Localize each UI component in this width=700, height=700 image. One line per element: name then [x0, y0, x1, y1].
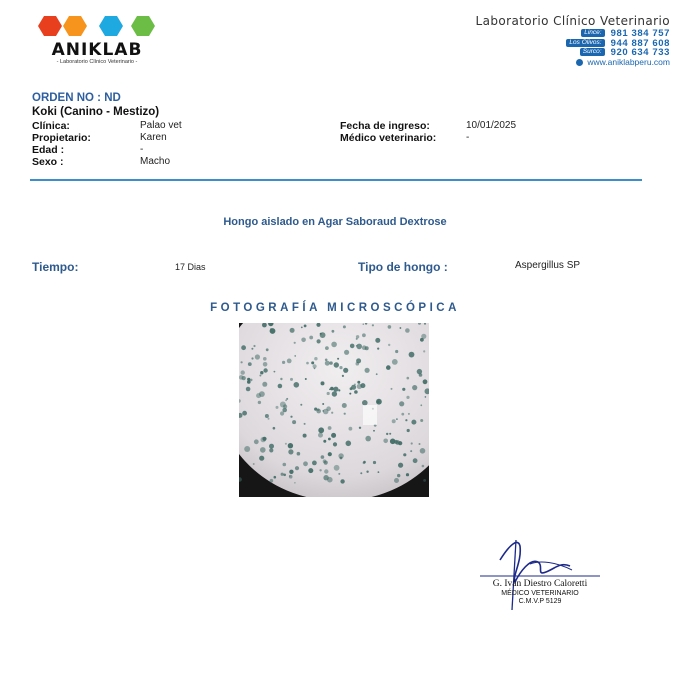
- fecha-value: 10/01/2025: [466, 120, 517, 131]
- medico-value: -: [466, 132, 470, 143]
- spore-dot: [327, 392, 330, 395]
- medico-label: Médico veterinario:: [340, 132, 437, 144]
- spore-dot: [320, 333, 322, 335]
- spore-dot: [406, 396, 409, 399]
- sexo-label: Sexo :: [32, 156, 64, 168]
- spore-dot: [314, 357, 317, 360]
- spore-dot: [350, 344, 355, 349]
- spore-dot: [325, 361, 330, 366]
- website-link[interactable]: www.aniklabperu.com: [587, 57, 670, 67]
- spore-dot: [390, 439, 396, 445]
- spore-dot: [340, 457, 343, 460]
- spore-dot: [372, 324, 374, 326]
- spore-dot: [241, 345, 246, 350]
- spore-dot: [263, 357, 267, 361]
- spore-dot: [344, 350, 349, 355]
- spore-dot: [365, 368, 370, 373]
- spore-dot: [409, 352, 415, 358]
- spore-dot: [241, 370, 245, 374]
- spore-dot: [300, 404, 302, 406]
- spore-dot: [328, 426, 332, 430]
- spore-dot: [349, 393, 351, 395]
- phone-number: 944 887 608: [610, 37, 670, 49]
- spore-dot: [289, 475, 293, 479]
- spore-dot: [278, 384, 283, 389]
- spore-dot: [343, 325, 346, 328]
- spore-dot: [251, 348, 253, 350]
- phone-number: 981 384 757: [610, 27, 670, 39]
- spore-dot: [303, 434, 307, 438]
- spore-dot: [383, 439, 388, 444]
- spore-dot: [280, 402, 286, 408]
- spore-dot: [328, 452, 332, 456]
- spore-dot: [342, 403, 347, 408]
- spore-dot: [311, 361, 314, 364]
- phone-number: 920 634 733: [610, 46, 670, 58]
- spore-dot: [322, 403, 324, 405]
- spore-dot: [283, 463, 287, 467]
- spore-dot: [322, 410, 324, 412]
- spore-dot: [263, 368, 267, 372]
- spore-dot: [312, 461, 317, 466]
- spore-dot: [251, 357, 253, 359]
- branch-tag: Surco:: [580, 48, 605, 56]
- spore-dot: [398, 463, 403, 468]
- spore-dot: [306, 362, 309, 365]
- spore-dot: [362, 400, 368, 406]
- spore-dot: [357, 384, 362, 389]
- spore-dot: [276, 406, 279, 409]
- spore-dot: [392, 359, 398, 365]
- spore-dot: [419, 443, 421, 445]
- spore-dot: [331, 433, 336, 438]
- spore-dot: [388, 344, 390, 346]
- spore-dot: [333, 442, 337, 446]
- spore-dot: [242, 411, 247, 416]
- spore-dot: [423, 379, 428, 384]
- spore-dot: [376, 373, 378, 375]
- spore-dot: [333, 387, 338, 392]
- spore-dot: [373, 430, 375, 432]
- spore-dot: [304, 325, 307, 328]
- spore-dot: [287, 359, 292, 364]
- spore-dot: [402, 388, 405, 391]
- spore-dot: [323, 440, 326, 443]
- spore-dot: [285, 399, 287, 401]
- spore-dot: [351, 385, 356, 390]
- spore-dot: [241, 361, 243, 363]
- spore-dot: [269, 448, 273, 452]
- spore-dot: [391, 388, 393, 390]
- spore-dot: [289, 470, 293, 474]
- sexo-value: Macho: [140, 156, 171, 167]
- spore-dot: [362, 345, 367, 350]
- spore-dot: [408, 413, 410, 415]
- spore-dot: [317, 339, 321, 343]
- branch-tag: Lince:: [581, 29, 604, 37]
- spore-dot: [288, 443, 293, 448]
- tiempo-value: 17 Dias: [175, 262, 206, 272]
- spore-dot: [254, 439, 259, 444]
- spore-dot: [280, 378, 282, 380]
- microscope-photo: [239, 323, 429, 497]
- spore-dot: [339, 366, 342, 369]
- clinica-label: Clínica:: [32, 120, 70, 132]
- spore-dot: [239, 375, 244, 380]
- spore-dot: [395, 350, 398, 353]
- spore-dot: [395, 440, 400, 445]
- spore-dot: [253, 345, 255, 347]
- spore-dot: [354, 384, 356, 386]
- spore-dot: [318, 427, 324, 433]
- spore-dot: [332, 330, 335, 333]
- spore-dot: [410, 450, 412, 452]
- spore-dot: [248, 362, 252, 366]
- tiempo-label: Tiempo:: [32, 260, 79, 274]
- spore-dot: [262, 437, 266, 441]
- spore-dot: [363, 462, 366, 465]
- spore-dot: [253, 463, 255, 465]
- photo-title: FOTOGRAFÍA MICROSCÓPICA: [210, 302, 460, 314]
- spore-dot: [292, 420, 296, 424]
- propietario-label: Propietario:: [32, 132, 91, 144]
- spore-dot: [244, 446, 250, 452]
- spore-dot: [389, 433, 391, 435]
- spore-dot: [294, 355, 296, 357]
- spore-dot: [273, 427, 276, 430]
- section-divider: [30, 179, 642, 181]
- spore-dot: [334, 362, 339, 367]
- spore-dot: [263, 362, 268, 367]
- spore-dot: [297, 452, 301, 456]
- spore-dot: [313, 364, 317, 368]
- spore-dot: [331, 412, 333, 414]
- veterinarian-license: C.M.V.P 5129: [518, 598, 562, 605]
- spore-dot: [407, 377, 410, 380]
- spore-dot: [331, 342, 337, 348]
- tipo-hongo-label: Tipo de hongo :: [358, 260, 448, 274]
- spore-dot: [407, 429, 410, 432]
- spore-dot: [359, 427, 361, 429]
- spore-dot: [396, 418, 398, 420]
- spore-dot: [343, 368, 348, 373]
- lab-title: Laboratorio Clínico Veterinario: [475, 14, 670, 28]
- spore-dot: [349, 427, 353, 431]
- spore-dot: [399, 401, 404, 406]
- spore-dot: [294, 342, 296, 344]
- spore-dot: [420, 338, 424, 342]
- spore-dot: [282, 408, 287, 413]
- spore-dot: [283, 474, 286, 477]
- spore-dot: [392, 419, 396, 423]
- spore-dot: [319, 469, 321, 471]
- microscope-image: [239, 323, 429, 497]
- spore-dot: [411, 420, 416, 425]
- logo-name: ANIKLAB: [51, 40, 143, 60]
- spore-dot: [388, 325, 392, 329]
- spore-dot: [314, 408, 317, 411]
- spore-dot: [330, 387, 334, 391]
- spore-dot: [338, 473, 340, 475]
- spore-dot: [356, 345, 358, 347]
- spore-dot: [411, 442, 413, 444]
- spore-dot: [332, 391, 337, 396]
- spore-dot: [338, 389, 340, 391]
- spore-dot: [422, 465, 425, 468]
- spore-dot: [265, 414, 269, 418]
- spore-dot: [357, 381, 360, 384]
- spore-dot: [354, 390, 358, 394]
- spore-dot: [295, 466, 299, 470]
- logo-subtitle: - Laboratorio Clínico Veterinario -: [56, 59, 138, 65]
- spore-dot: [280, 411, 284, 415]
- spore-dot: [247, 378, 250, 381]
- globe-icon: [576, 59, 583, 66]
- spore-dot: [270, 479, 274, 483]
- spore-dot: [420, 404, 422, 406]
- spore-dot: [362, 333, 366, 337]
- culture-title: Hongo aislado en Agar Saboraud Dextrose: [223, 216, 447, 228]
- spore-dot: [270, 328, 272, 330]
- spore-dot: [262, 382, 267, 387]
- spore-dot: [326, 406, 331, 411]
- aniklab-logo: [38, 14, 156, 70]
- spore-dot: [423, 479, 426, 482]
- spore-dot: [373, 461, 376, 464]
- spore-dot: [274, 476, 277, 479]
- spore-dot: [274, 371, 276, 373]
- spore-dot: [406, 473, 409, 476]
- spore-dot: [397, 474, 400, 477]
- spore-dot: [304, 423, 306, 425]
- spore-dot: [337, 358, 339, 360]
- spore-dot: [318, 433, 323, 438]
- spore-dot: [405, 328, 410, 333]
- spore-dot: [360, 472, 362, 474]
- phone-row-lince: [581, 28, 670, 38]
- spore-dot: [342, 375, 344, 377]
- spore-dot: [285, 443, 287, 445]
- spore-dot: [290, 328, 295, 333]
- clinica-value: Palao vet: [140, 120, 182, 131]
- spore-dot: [363, 323, 365, 325]
- patient-name: Koki (Canino - Mestizo): [32, 106, 160, 118]
- spore-dot: [366, 471, 368, 473]
- spore-dot: [423, 350, 425, 352]
- propietario-value: Karen: [140, 132, 167, 143]
- phone-row-surco: [580, 47, 670, 57]
- spore-dot: [327, 477, 333, 483]
- spore-dot: [303, 461, 308, 466]
- spore-dot: [344, 413, 346, 415]
- spore-dot: [325, 346, 329, 350]
- hexagon-logo-icon: [38, 14, 156, 42]
- spore-dot: [246, 387, 251, 392]
- spore-dot: [377, 348, 379, 350]
- fecha-label: Fecha de ingreso:: [340, 120, 430, 132]
- spore-dot: [375, 338, 380, 343]
- spore-dot: [290, 416, 292, 418]
- spore-dot: [386, 433, 388, 435]
- veterinarian-name: G. Iván Diestro Caloretti: [492, 579, 588, 589]
- tipo-hongo-value: Aspergillus SP: [515, 260, 581, 271]
- spore-dot: [294, 382, 300, 388]
- spore-dot: [301, 327, 303, 329]
- spore-dot: [288, 449, 293, 454]
- spore-dot: [290, 378, 293, 381]
- spore-dot: [378, 471, 380, 473]
- spore-dot: [334, 465, 340, 471]
- spore-dot: [281, 473, 284, 476]
- edad-value: -: [140, 144, 144, 155]
- spore-dot: [266, 348, 269, 351]
- spore-dot: [376, 399, 382, 405]
- spore-dot: [325, 359, 328, 362]
- spore-dot: [412, 385, 417, 390]
- spore-dot: [394, 478, 399, 483]
- spore-dot: [405, 419, 407, 421]
- spore-dot: [309, 336, 313, 340]
- spore-dot: [294, 482, 296, 484]
- order-number: ORDEN NO : ND: [32, 92, 121, 104]
- spore-dot: [269, 444, 274, 449]
- spore-dot: [401, 413, 404, 416]
- spore-dot: [425, 396, 427, 398]
- spore-dot: [321, 455, 325, 459]
- spore-dot: [386, 365, 391, 370]
- spore-dot: [308, 468, 313, 473]
- spore-dot: [356, 358, 361, 363]
- spore-dot: [282, 361, 285, 364]
- edad-label: Edad :: [32, 144, 65, 156]
- spore-dot: [417, 369, 422, 374]
- spore-dot: [420, 448, 426, 454]
- spore-dot: [305, 378, 307, 380]
- spore-dot: [321, 381, 325, 385]
- spore-dot: [365, 436, 371, 442]
- spore-dot: [324, 469, 328, 473]
- spore-dot: [329, 361, 332, 364]
- spore-dot: [356, 338, 358, 340]
- spore-dot: [323, 459, 327, 463]
- veterinarian-title: MÉDICO VETERINARIO: [501, 590, 579, 597]
- website-row: [576, 57, 670, 67]
- spore-dot: [400, 327, 402, 329]
- spore-dot: [317, 408, 320, 411]
- branch-tag: Los Olivos:: [566, 39, 604, 47]
- spore-dot: [403, 453, 406, 456]
- spore-dot: [301, 338, 306, 343]
- spore-dot: [340, 479, 344, 483]
- spore-dot: [420, 419, 423, 422]
- spore-dot: [250, 379, 253, 382]
- spore-dot: [413, 458, 418, 463]
- spore-dot: [268, 418, 270, 420]
- spore-dot: [346, 441, 352, 447]
- spore-dot: [328, 438, 331, 441]
